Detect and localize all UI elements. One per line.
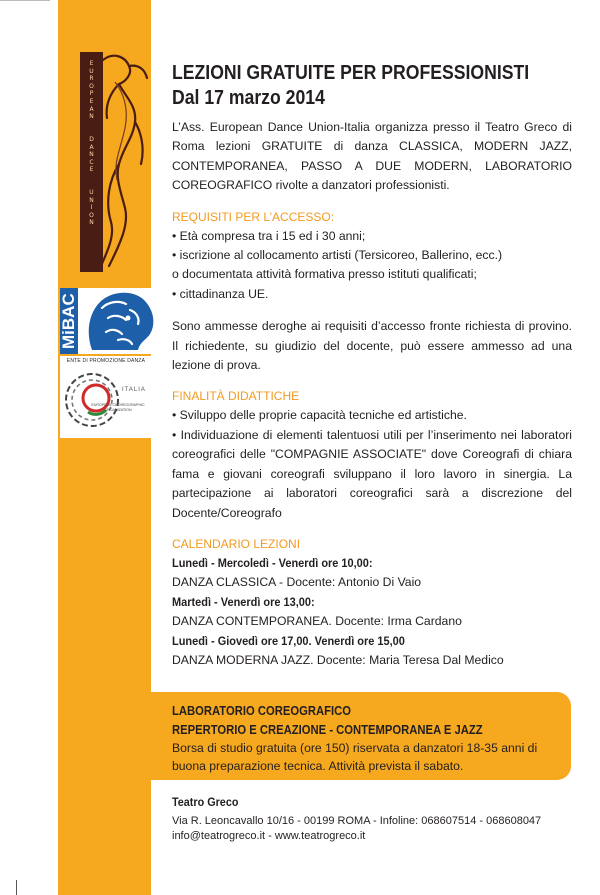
eco-org: EUROPEAN CHOREOGRAPHIC ORGANIZATION xyxy=(91,403,145,412)
footer-venue-name: Teatro Greco xyxy=(172,795,239,809)
deroghe-paragraph: Sono ammesse deroghe ai requisiti d’accesso fronte richiesta di provino. Il richiedente, su giudizio del docente, può essere ammesso ad una lezione di prova. xyxy=(172,319,572,373)
footer-contacts[interactable]: info@teatrogreco.it - www.teatrogreco.it xyxy=(172,830,366,842)
calendario-title: CALENDARIO LEZIONI xyxy=(172,536,301,551)
eco-logo xyxy=(60,356,152,438)
schedule-course-3: DANZA MODERNA JAZZ. Docente: Maria Teresa Dal Medico xyxy=(172,652,504,667)
footer-address: Via R. Leoncavallo 10/16 - 00199 ROMA - Infoline: 068607514 - 068608047 xyxy=(172,815,542,827)
page-title: LEZIONI GRATUITE PER PROFESSIONISTI xyxy=(172,61,530,84)
requisiti-title: REQUISITI PER L’ACCESSO: xyxy=(172,209,335,224)
requisiti-line-3: o documentata attività formativa presso istituti qualificati; xyxy=(172,267,477,282)
requisiti-line-2: • iscrizione al collocamento artisti (Tersicoreo, Ballerino, ecc.) xyxy=(172,248,503,263)
eco-italia: ITALIA xyxy=(122,387,146,393)
finalita-line-1: • Sviluppo delle proprie capacità tecniche ed artistiche. xyxy=(172,408,467,423)
page-subtitle: Dal 17 marzo 2014 xyxy=(172,86,325,109)
logo-text: E U R O P E A N D A N C E U N I O N xyxy=(89,60,94,227)
schedule-course-2: DANZA CONTEMPORANEA. Docente: Irma Cardano xyxy=(172,614,462,629)
laboratorio-box xyxy=(151,692,571,780)
requisiti-line-1: • Età compresa tra i 15 ed i 30 anni; xyxy=(172,228,366,243)
schedule-day-1: Lunedì - Mercoledì - Venerdì ore 10,00: xyxy=(172,555,373,570)
laboratorio-title: LABORATORIO COREOGRAFICO xyxy=(172,704,351,718)
intro-paragraph: L’Ass. European Dance Union-Italia organizza presso il Teatro Greco di Roma lezioni GRATUITE di danza CLASSICA, MODERN JAZZ, CONTEMPORANEA, PASSO A DUE MODERN, LABORATORIO COREOGRAFICO rivolte a danzatori professionisti. xyxy=(172,120,572,193)
mibac-logo xyxy=(60,288,170,354)
main-content xyxy=(172,60,572,670)
requisiti-line-4: • cittadinanza UE. xyxy=(172,286,269,301)
laboratorio-text: Borsa di studio gratuita (ore 150) riservata a danzatori 18-35 anni di buona preparazione tecnica. Attività prevista il sabato. xyxy=(172,741,538,773)
schedule-course-1: DANZA CLASSICA - Docente: Antonio Di Vaio xyxy=(172,575,422,590)
finalita-line-2: • Individuazione di elementi talentuosi utili per l’inserimento nei laboratori coreografici delle "COMPAGNIE ASSOCIATE" dove Coreografi di chiara fama e giovani coreografi sviluppano il loro lavoro in sinergia. La partecipazione ai laboratori coreografici sarà a discrezione del Docente/Coreografo xyxy=(172,427,572,520)
mibac-text: MiBAC xyxy=(60,288,78,354)
crop-mark-bottom xyxy=(16,880,17,895)
schedule-day-3: Lunedì - Giovedì ore 17,00. Venerdì ore 15,00 xyxy=(172,633,405,648)
footer xyxy=(172,795,572,844)
laboratorio-subtitle: REPERTORIO E CREAZIONE - CONTEMPORANEA E JAZZ xyxy=(172,723,483,737)
eco-circle-icon xyxy=(60,366,120,436)
eco-title: ENTE DI PROMOZIONE DANZA xyxy=(66,358,146,364)
schedule-day-2: Martedì - Venerdì ore 13,00: xyxy=(172,594,315,609)
statue-head-icon xyxy=(78,288,170,354)
finalita-title: FINALITÀ DIDATTICHE xyxy=(172,389,300,404)
dancer-figure-icon xyxy=(95,52,150,272)
crop-mark-top xyxy=(0,0,50,1)
